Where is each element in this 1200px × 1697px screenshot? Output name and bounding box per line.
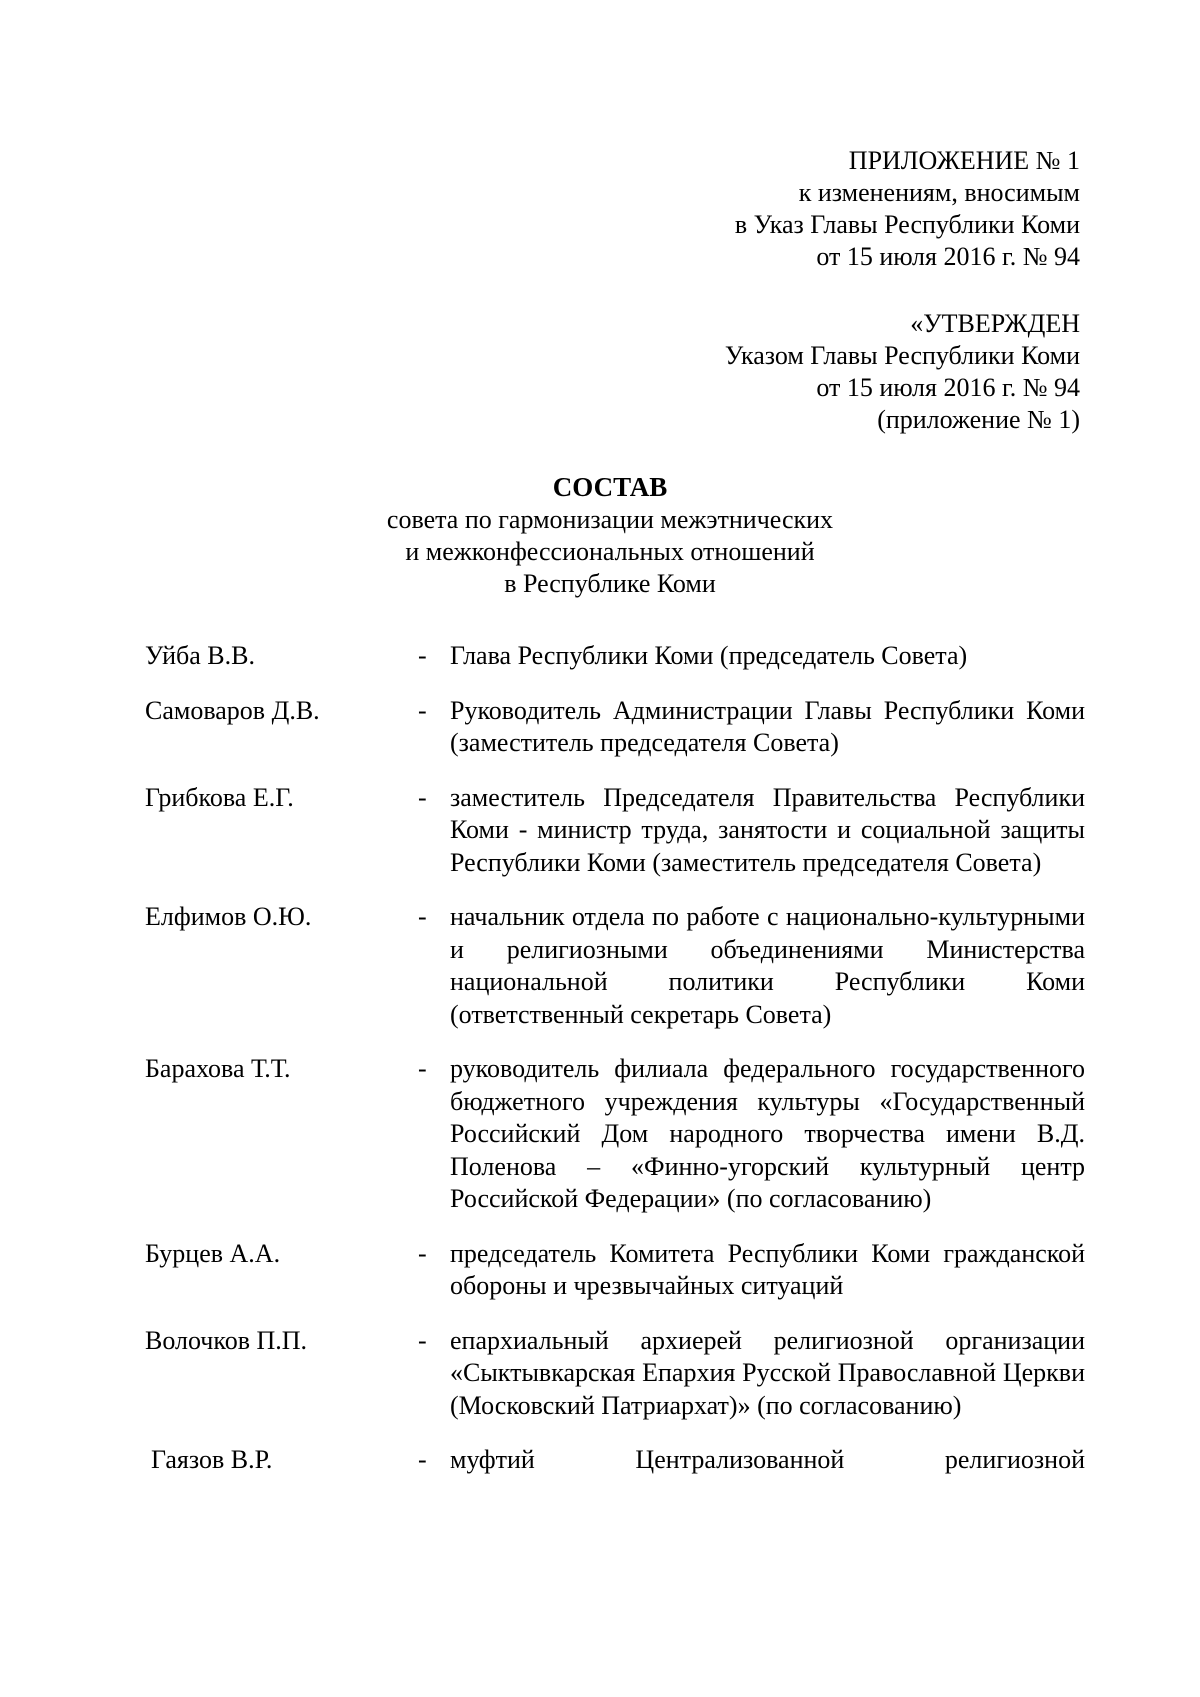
member-name: Волочков П.П. — [145, 1325, 308, 1355]
member-dash: - — [418, 1238, 427, 1268]
appendix-line-3: в Указ Главы Республики Коми — [734, 210, 1080, 239]
member-role: председатель Комитета Республики Коми гражданской обороны и чрезвычайных ситуаций — [450, 1238, 1085, 1300]
title-main: СОСТАВ — [552, 472, 668, 502]
approved-line-4: (приложение № 1) — [877, 405, 1080, 434]
member-name: Бурцев А.А. — [145, 1238, 281, 1268]
member-row — [145, 1325, 1085, 1423]
member-name: Елфимов О.Ю. — [145, 902, 312, 931]
approved-line-3: от 15 июля 2016 г. № 94 — [816, 373, 1080, 402]
approved-line-1: «УТВЕРЖДЕН — [910, 309, 1080, 338]
document-title — [0, 470, 1200, 600]
member-name: Уйба В.В. — [145, 641, 255, 670]
member-dash: - — [418, 641, 427, 670]
appendix-header — [735, 145, 1080, 273]
member-dash: - — [418, 1325, 427, 1355]
title-line-2: и межконфессиональных отношений — [405, 537, 815, 566]
members-list — [145, 640, 1085, 1499]
member-role: муфтий Централизованной религиозной — [450, 1445, 1085, 1474]
appendix-line-2: к изменениям, вносимым — [798, 178, 1080, 207]
member-row — [145, 1238, 1085, 1303]
member-name: Гаязов В.Р. — [151, 1445, 273, 1474]
member-dash: - — [418, 782, 427, 812]
member-row — [145, 695, 1085, 760]
member-dash: - — [418, 1054, 427, 1083]
member-role: Глава Республики Коми (председатель Совета) — [450, 641, 968, 670]
appendix-line-4: от 15 июля 2016 г. № 94 — [816, 242, 1080, 271]
title-line-3: в Республике Коми — [504, 569, 716, 598]
member-dash: - — [418, 695, 427, 725]
member-row — [145, 782, 1085, 880]
member-role: заместитель Председателя Правительства Республики Коми - министр труда, занятости и социальной защиты Республики Коми (заместитель председателя Совета) — [450, 782, 1085, 877]
member-role: Руководитель Администрации Главы Республики Коми (заместитель председателя Совета) — [450, 695, 1085, 757]
member-dash: - — [418, 902, 427, 931]
member-row — [145, 1053, 1085, 1216]
member-row — [145, 1444, 1085, 1477]
member-row — [145, 901, 1085, 1031]
approved-line-2: Указом Главы Республики Коми — [724, 341, 1080, 370]
member-row — [145, 640, 1085, 673]
member-name: Самоваров Д.В. — [145, 695, 320, 725]
member-role: епархиальный архиерей религиозной организации «Сыктывкарская Епархия Русской Православной Церкви (Московский Патриархат)» (по согласованию) — [450, 1325, 1085, 1420]
approved-header — [725, 308, 1080, 436]
member-name: Грибкова Е.Г. — [145, 782, 294, 812]
member-name: Барахова Т.Т. — [145, 1054, 291, 1083]
title-line-1: совета по гармонизации межэтнических — [386, 505, 834, 534]
member-dash: - — [418, 1445, 427, 1474]
member-role: руководитель филиала федерального государственного бюджетного учреждения культуры «Государственный Российский Дом народного творчества имени В.Д. Поленова – «Финно-угорский культурный центр Российской Федерации» (по согласованию) — [450, 1054, 1085, 1213]
member-role: начальник отдела по работе с национально-культурными и религиозными объединениями Министерства национальной политики Республики Коми (ответственный секретарь Совета) — [450, 902, 1085, 1029]
appendix-line-1: ПРИЛОЖЕНИЕ № 1 — [848, 146, 1080, 175]
